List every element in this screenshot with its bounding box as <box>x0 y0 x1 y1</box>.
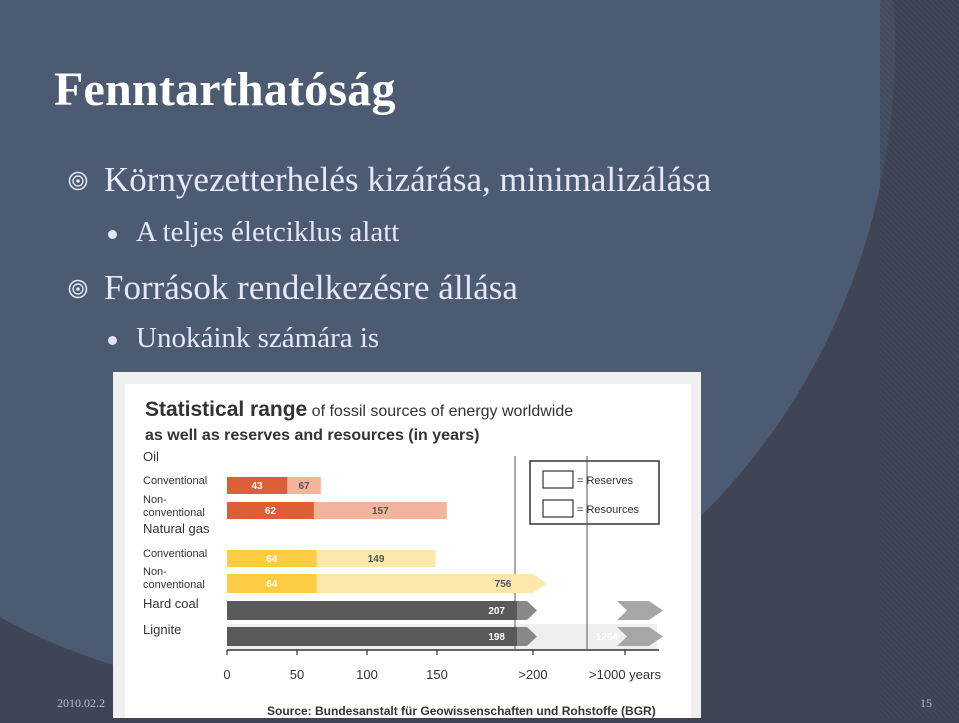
chart-panel <box>125 384 691 718</box>
category-label: Lignite <box>143 622 182 637</box>
circle-bullet-icon <box>68 279 88 299</box>
category-label: Hard coal <box>143 596 199 611</box>
bullet-text: A teljes életciklus alatt <box>136 216 400 248</box>
category-label: Non- <box>143 566 167 578</box>
resources-value-label: 1264 <box>595 632 619 643</box>
reserves-value-label: 207 <box>488 606 505 617</box>
background-stripe <box>880 0 959 718</box>
dot-bullet-icon <box>108 336 117 345</box>
resources-value-label: 157 <box>371 506 389 517</box>
group-label: Natural gas <box>143 521 210 536</box>
legend-label-reserves: = Reserves <box>577 475 633 487</box>
bullet-text: Források rendelkezésre állása <box>104 268 518 307</box>
x-tick-label: >200 <box>518 667 548 682</box>
bullet-text: Környezetterhelés kizárása, minimalizálása <box>104 160 712 199</box>
bullet-text: Unokáink számára is <box>136 322 380 354</box>
chart-legend <box>530 461 659 524</box>
slide-number: 15 <box>920 696 932 710</box>
reserves-value-label: 198 <box>488 632 505 643</box>
circle-bullet-icon <box>68 171 88 191</box>
legend-label-resources: = Resources <box>577 504 640 516</box>
dot-bullet-icon <box>108 230 117 239</box>
category-label: Non- <box>143 494 167 506</box>
x-tick-label: >1000 years <box>589 667 661 682</box>
legend-swatch-reserves <box>543 471 573 488</box>
reserves-value-label: 64 <box>266 579 278 590</box>
chart-source: Source: Bundesanstalt für Geowissenschaften und Rohstoffe (BGR) <box>267 704 656 718</box>
x-tick-label: 0 <box>223 667 231 682</box>
chart-subtitle: as well as reserves and resources (in years) <box>145 427 480 444</box>
category-label: conventional <box>143 507 205 519</box>
slide-title: Fenntarthatóság <box>54 63 396 116</box>
fossil-energy-chart <box>125 384 691 718</box>
legend-swatch-resources <box>543 500 573 517</box>
reserves-value-label: 43 <box>251 481 263 492</box>
resources-value-label: 67 <box>298 481 310 492</box>
category-label: Conventional <box>143 475 208 487</box>
footer-date: 2010.02.2 <box>57 696 105 710</box>
category-label: conventional <box>143 579 205 591</box>
reserves-bar <box>227 627 517 646</box>
reserves-bar <box>227 601 517 620</box>
resources-value-label: 149 <box>367 554 385 565</box>
chart-title-rest: of fossil sources of energy worldwide <box>307 403 574 420</box>
group-label: Oil <box>143 449 159 464</box>
reserves-value-label: 64 <box>266 554 278 565</box>
reserves-value-label: 62 <box>264 506 276 517</box>
chart-title-bold: Statistical range <box>145 398 308 421</box>
x-tick-label: 50 <box>289 667 305 682</box>
x-tick-label: 100 <box>356 667 378 682</box>
chart-title <box>145 398 573 421</box>
resources-value-label: 1425 <box>595 606 619 617</box>
chart-frame <box>113 372 701 718</box>
category-label: Conventional <box>143 548 208 560</box>
reserves-arrow <box>517 601 537 620</box>
resources-arrow <box>617 601 663 620</box>
resources-value-label: 756 <box>494 579 512 590</box>
x-tick-label: 150 <box>426 667 448 682</box>
